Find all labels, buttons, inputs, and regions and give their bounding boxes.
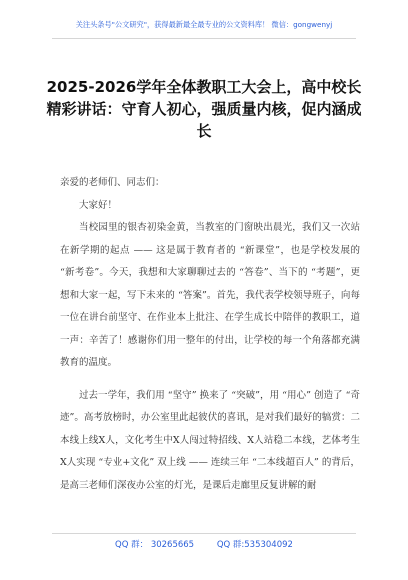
paragraph: 过去一学年，我们用 “坚守” 换来了 “突破”，用 “用心” 创造了 “奇迹”。高考放榜时，办公室里此起彼伏的喜讯，是对我们最好的犒赏：二本线上线X人，文化考生中X人闯过特招线、X人站稳二本线，艺体考生X人实现 “专业+文化” 双上线 —— 连续三年 “二本线超百人” 的背后，是高三老师们深夜办公室的灯光，是课后走廊里反复讲解的耐 xyxy=(60,389,360,491)
header-divider xyxy=(52,38,356,39)
footer xyxy=(0,538,408,550)
footer-qq-group-1: QQ 群： 30265665 xyxy=(115,540,195,550)
header-banner: 关注头条号"公文研究"，获得最新最全最专业的公文资料库！ 微信：gongwenyj xyxy=(75,20,333,29)
document-title: 2025-2026学年全体教职工大会上，高中校长精彩讲话：守育人初心，强质量内核，促内涵成长 xyxy=(46,78,362,140)
document-body xyxy=(60,172,360,497)
greeting: 大家好！ xyxy=(79,199,118,211)
salutation: 亲爱的老师们、同志们： xyxy=(60,177,165,188)
footer-divider xyxy=(52,533,356,534)
paragraph: 当校园里的银杏初染金黄，当教室的门窗映出晨光，我们又一次站在新学期的起点 —— 这是属于教育者的 “新课堂”，也是学校发展的 “新考卷”。今天，我想和大家聊聊过去的 “答卷”、当下的 “考题”，更想和大家一起，写下未来的 “答案”。首先，我代表学校领导班子，向每一位在讲台前坚守、在作业本上批注、在学生成长中陪伴的教职工，道一声：辛苦了！感谢你们用一整年的付出，让学校的每一个角落都充满教育的温度。 xyxy=(60,222,360,368)
footer-qq-group-2: QQ 群:535304092 xyxy=(216,540,293,550)
